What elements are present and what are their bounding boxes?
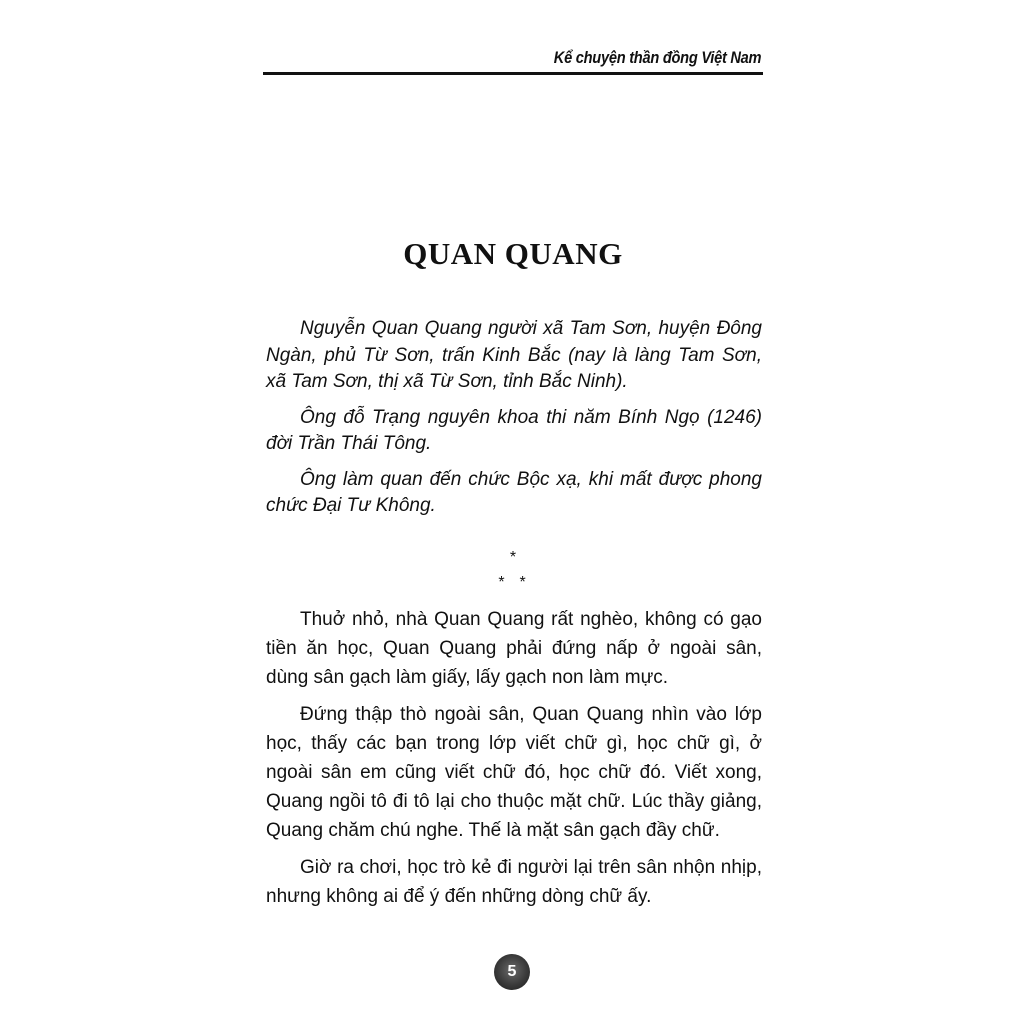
section-ornament-top: *: [509, 549, 517, 566]
header-rule: [263, 72, 763, 75]
intro-paragraph: Ông đỗ Trạng nguyên khoa thi năm Bính Ngọ (1246) đời Trần Thái Tông.: [266, 406, 762, 454]
body-paragraph: Giờ ra chơi, học trò kẻ đi người lại trên sân nhộn nhịp, nhưng không ai để ý đến những dòng chữ ấy.: [266, 857, 762, 907]
running-header: [263, 48, 763, 76]
page-number-badge: [494, 954, 530, 990]
section-ornament-bottom: * *: [498, 574, 528, 591]
running-header-title: Kể chuyện thần đồng Việt Nam: [553, 48, 761, 67]
intro-paragraph: Nguyễn Quan Quang người xã Tam Sơn, huyện Đông Ngàn, phủ Từ Sơn, trấn Kinh Bắc (nay là làng Tam Sơn, xã Tam Sơn, thị xã Từ Sơn, tỉnh Bắc Ninh).: [266, 318, 762, 392]
intro-section: [266, 316, 762, 529]
intro-paragraph: Ông làm quan đến chức Bộc xạ, khi mất được phong chức Đại Tư Không.: [266, 468, 762, 516]
story-body: [266, 605, 762, 919]
body-paragraph: Thuở nhỏ, nhà Quan Quang rất nghèo, không có gạo tiền ăn học, Quan Quang phải đứng nấp ở ngoài sân, dùng sân gạch làm giấy, lấy gạch non làm mực.: [266, 609, 762, 688]
body-paragraph: Đứng thập thò ngoài sân, Quan Quang nhìn vào lớp học, thấy các bạn trong lớp viết chữ gì, học chữ gì, ở ngoài sân em cũng viết chữ đó, học chữ đó. Viết xong, Quang ngồi tô đi tô lại cho thuộc mặt chữ. Lúc thầy giảng, Quang chăm chú nghe. Thế là mặt sân gạch đầy chữ.: [266, 704, 762, 841]
page-number: 5: [507, 963, 517, 980]
chapter-title: QUAN QUANG: [403, 236, 623, 271]
